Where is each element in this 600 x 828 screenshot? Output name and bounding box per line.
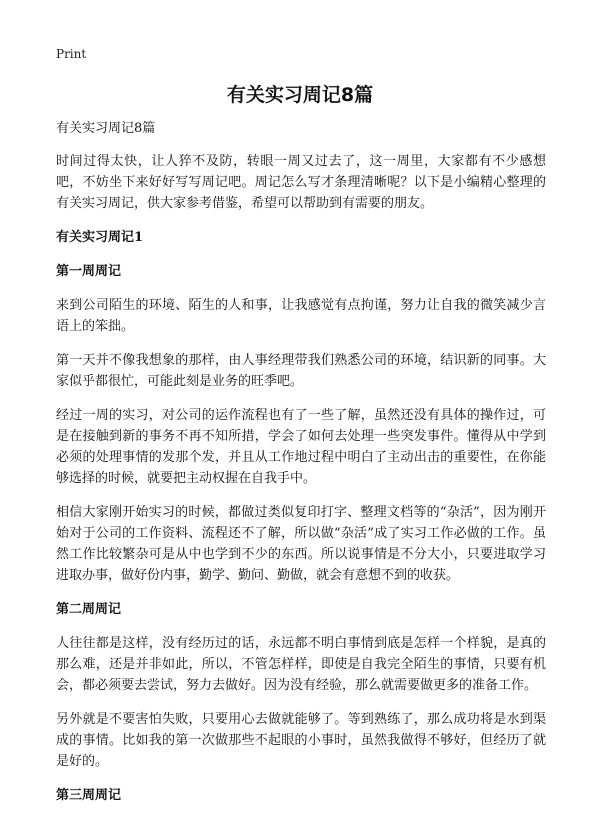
week-1-heading: 第一周周记: [56, 264, 122, 279]
week-1-paragraph-4: 相信大家刚开始实习的时候，都做过类似复印打字、整理文档等的“杂活”，因为刚开始对于公司的工作资料、流程还不了解，所以做“杂活”成了实习工作必做的工作。虽然工作比较繁杂可是从中也学到不少的东西。所以说事情是不分大小，只要进取学习进取办事，做好份内事，勤学、勤问、勤做，就会有意想不到的收获。: [56, 505, 546, 583]
week-2-heading: 第二周周记: [56, 602, 122, 617]
week-2-paragraph-2: 另外就是不要害怕失败，只要用心去做就能够了。等到熟练了，那么成功将是水到渠成的事情。比如我的第一次做那些不起眼的小事时，虽然我做得不够好，但经历了就是好的。: [56, 712, 546, 769]
week-1-paragraph-3: 经过一周的实习，对公司的运作流程也有了一些了解，虽然还没有具体的操作过，可是在接触到新的事务不再不知所措，学会了如何去处理一些突发事件。懂得从中学到必须的处理事情的发那个发，并且从工作地过程中明白了主动出击的重要性，在你能够选择的时候，就要把主动权握在自我手中。: [56, 408, 546, 486]
article-subtitle: 有关实习周记8篇: [56, 121, 156, 136]
week-1-paragraph-1: 来到公司陌生的环境、陌生的人和事，让我感觉有点拘谨，努力让自我的微笑减少言语上的笨拙。: [56, 298, 546, 334]
article-body: [56, 118, 546, 819]
intro-paragraph: 时间过得太快，让人猝不及防，转眼一周又过去了，这一周里，大家都有不少感想吧，不妨坐下来好好写写周记吧。周记怎么写才条理清晰呢？以下是小编精心整理的有关实习周记，供大家参考借鉴，希望可以帮助到有需要的朋友。: [56, 154, 546, 211]
print-link[interactable]: Print: [56, 47, 87, 61]
section-heading: 有关实习周记1: [56, 230, 144, 245]
week-3-heading: 第三周周记: [56, 788, 122, 803]
week-1-paragraph-2: 第一天并不像我想象的那样，由人事经理带我们熟悉公司的环境，结识新的同事。大家似乎都很忙，可能此刻是业务的旺季吧。: [56, 353, 546, 389]
week-2-paragraph-1: 人往往都是这样，没有经历过的话，永远都不明白事情到底是怎样一个样貌，是真的那么难，还是并非如此，所以，不管怎样样，即使是自我完全陌生的事情，只要有机会，都必须要去尝试，努力去做好。因为没有经验，那么就需要做更多的准备工作。: [56, 636, 546, 693]
page-title: 有关实习周记8篇: [226, 84, 374, 106]
